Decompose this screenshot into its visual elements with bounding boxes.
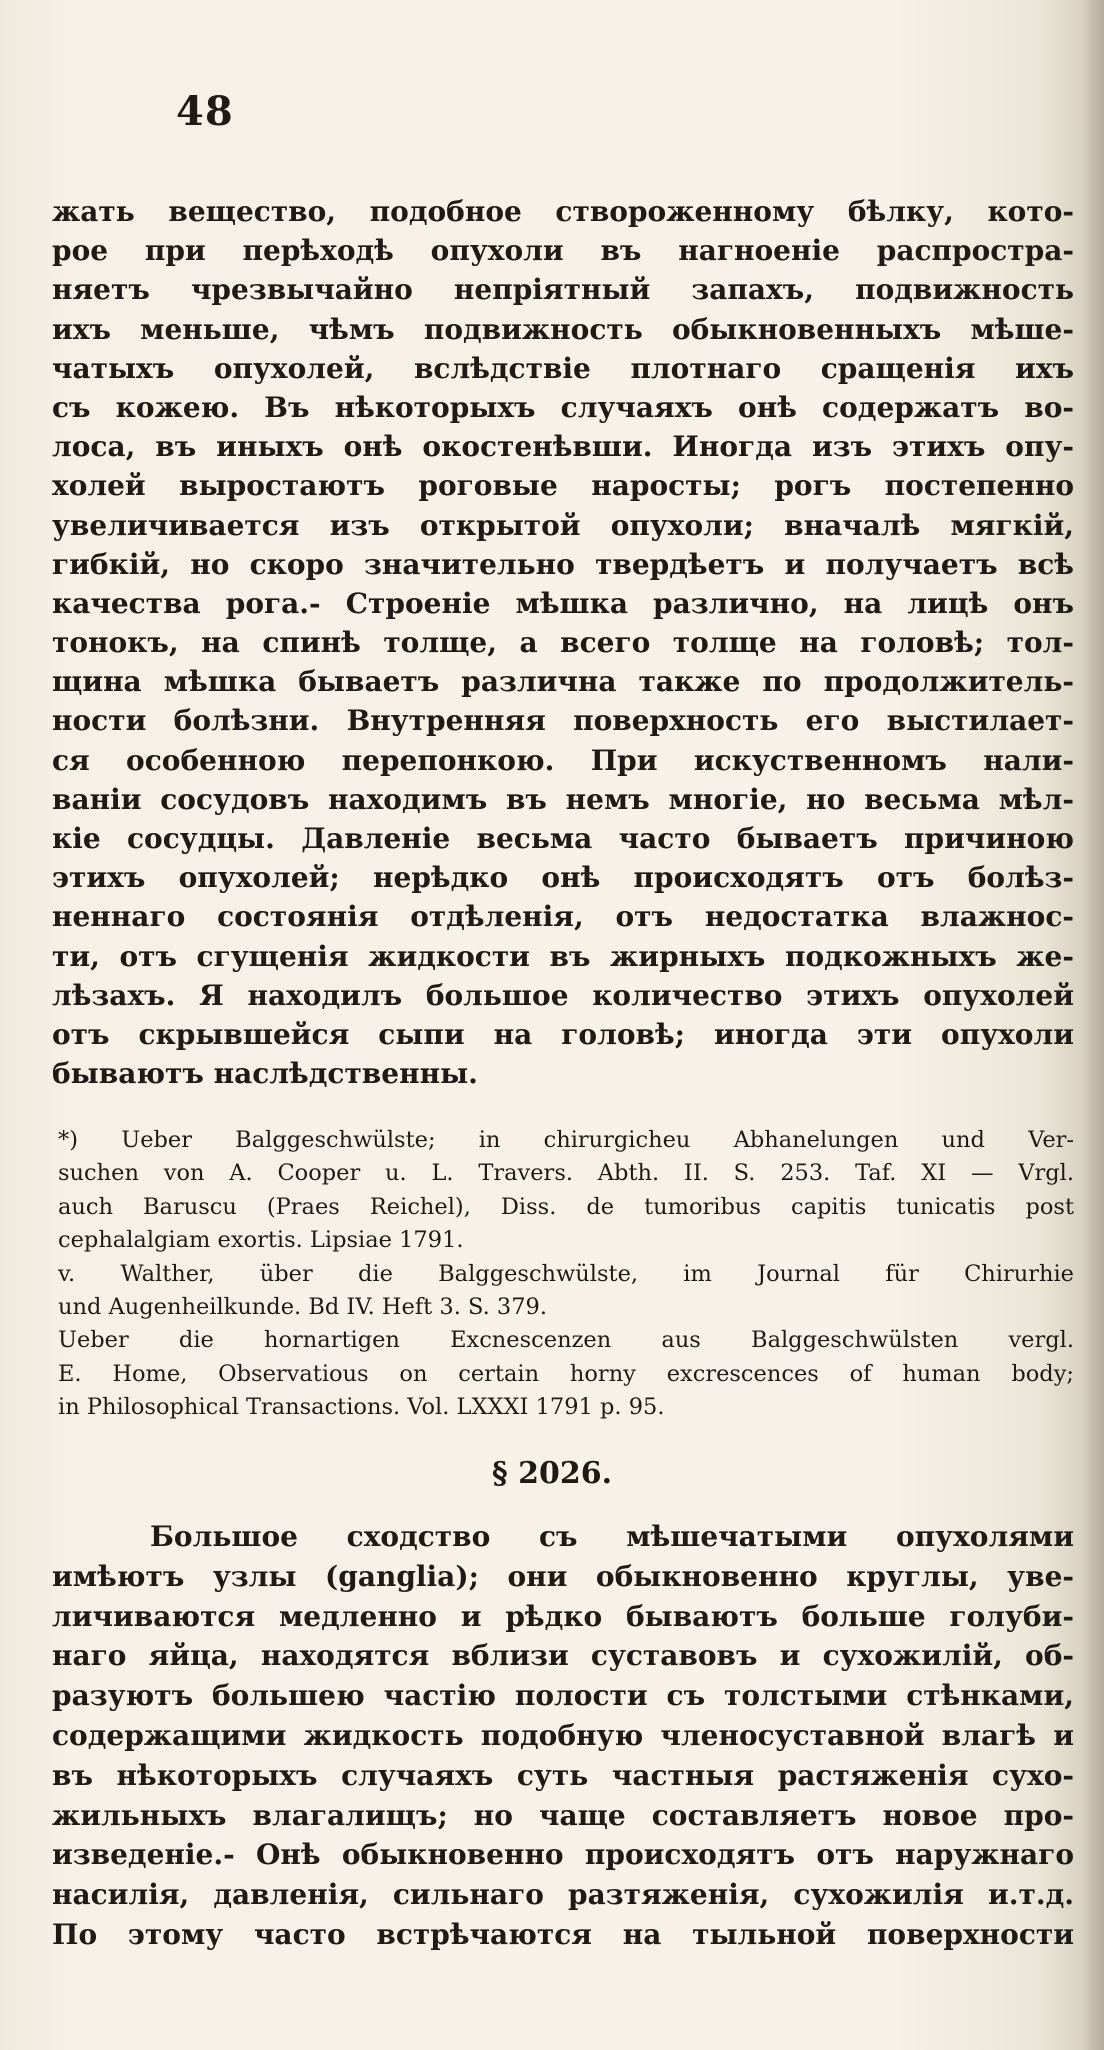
text-line: жать вещество, подобное створоженному бѣлку, кото- [52, 195, 1074, 228]
text-line: ихъ меньше, чѣмъ подвижность обыкновенныхъ мѣше- [52, 312, 1074, 346]
text-line: гибкiй, но скоро значительно твердѣетъ и получаетъ всѣ [52, 547, 1074, 581]
text-line: неннаго состоянiя отдѣленiя, отъ недостатка влажнос- [52, 900, 1074, 934]
text-line: лѣзахъ. Я находилъ большое количество этихъ опухолей [52, 978, 1074, 1012]
text-line: личиваются медленно и рѣдко бываютъ больше голуби- [52, 1599, 1074, 1633]
footnote-line: auch Baruscu (Praes Reichel), Diss. de tumoribus capitis tunicatis post [58, 1193, 1074, 1220]
footnote-line: cephalalgiam exortis. Lipsiae 1791. [58, 1227, 464, 1254]
footnote-line: v. Walther, über die Balggeschwülste, im Journal für Chirurhie [58, 1260, 1074, 1287]
footnotes [58, 1124, 1074, 1425]
text-line: лоса, въ иныхъ онѣ окостенѣвши. Иногда изъ этихъ опу- [52, 430, 1074, 464]
text-line: няетъ чрезвычайно непрiятный запахъ, подвижность [52, 273, 1074, 307]
text-line: съ кожею. Въ нѣкоторыхъ случаяхъ онѣ содержатъ во- [52, 390, 1074, 424]
footnote-line: Ueber die hornartigen Excnescenzen aus Balggeschwülsten vergl. [58, 1327, 1074, 1354]
footnote-line: E. Home, Observatious on certain horny excrescences of human body; [58, 1360, 1074, 1387]
text-line: изведенiе.- Онѣ обыкновенно происходятъ отъ наружнаго [52, 1838, 1074, 1872]
text-line: увеличивается изъ открытой опухоли; вначалѣ мягкiй, [52, 508, 1074, 542]
text-line: этихъ опухолей; нерѣдко онѣ происходятъ отъ болѣз- [52, 861, 1074, 895]
page-edge-shadow [1082, 0, 1104, 2050]
text-line: Большое сходство съ мѣшечатыми опухолями [150, 1520, 1074, 1553]
text-line: кiе сосудцы. Давленiе весьма часто бываетъ причиною [52, 822, 1074, 855]
text-line: отъ скрывшейся сыпи на головѣ; иногда эти опухоли [52, 1017, 1074, 1051]
text-line: холей выростаютъ роговые наросты; рогъ постепенно [52, 469, 1074, 503]
text-line: ся особенною перепонкою. При искуственномъ нали- [52, 743, 1074, 777]
body-text [52, 192, 1074, 1093]
text-line: щина мѣшка бываетъ различна также по продолжитель- [52, 665, 1074, 699]
text-line: содержащими жидкость подобную членосуставной влагѣ и [52, 1718, 1074, 1752]
text-line: ности болѣзни. Внутренняя поверхность его выстилает- [52, 704, 1074, 738]
footnote-line: *) Ueber Balggeschwülste; in chirurgicheu Abhanelungen und Ver- [58, 1127, 1074, 1153]
text-line: чатыхъ опухолей, вслѣдствiе плотнаго сращенiя ихъ [52, 351, 1074, 385]
section-text [52, 1517, 1074, 1955]
text-line: разуютъ большею частiю полости съ толстыми стѣнками, [52, 1679, 1074, 1713]
text-line: тонокъ, на спинѣ толще, а всего толще на головѣ; тол- [52, 626, 1074, 660]
footnote-line: und Augenheilkunde. Bd IV. Heft 3. S. 379. [58, 1293, 548, 1320]
section-heading: § 2026. [491, 1456, 613, 1491]
footnote-line: in Philosophical Transactions. Vol. LXXXI 1791 p. 95. [58, 1394, 665, 1421]
text-line: наго яйца, находятся вблизи суставовъ и сухожилiй, об- [52, 1639, 1074, 1673]
text-line: въ нѣкоторыхъ случаяхъ суть частныя растяженiя сухо- [52, 1758, 1074, 1792]
text-line: ти, отъ сгущенiя жидкости въ жирныхъ подкожныхъ же- [52, 939, 1074, 973]
text-line: рое при перѣходѣ опухоли въ нагноенiе распростра- [52, 234, 1074, 268]
text-line: качества рога.- Строенiе мѣшка различно, на лицѣ онъ [52, 586, 1074, 620]
text-line: насилiя, давленiя, сильнаго разтяженiя, сухожилiя и.т.д. [52, 1878, 1074, 1912]
text-line: ванiи сосудовъ находимъ въ немъ многiе, но весьма мѣл- [52, 782, 1074, 816]
text-line: бываютъ наслѣдственны. [52, 1057, 478, 1091]
text-line: жильныхъ влагалищъ; но чаще составляетъ новое про- [52, 1798, 1074, 1832]
page-number: 48 [176, 88, 234, 135]
footnote-line: suchen von A. Cooper u. L. Travers. Abth. II. S. 253. Taf. XI — Vrgl. [58, 1160, 1074, 1187]
text-line: имѣютъ узлы (ganglia); они обыкновенно круглы, уве- [52, 1559, 1074, 1593]
text-line: По этому часто встрѣчаются на тыльной поверхности [52, 1917, 1074, 1951]
